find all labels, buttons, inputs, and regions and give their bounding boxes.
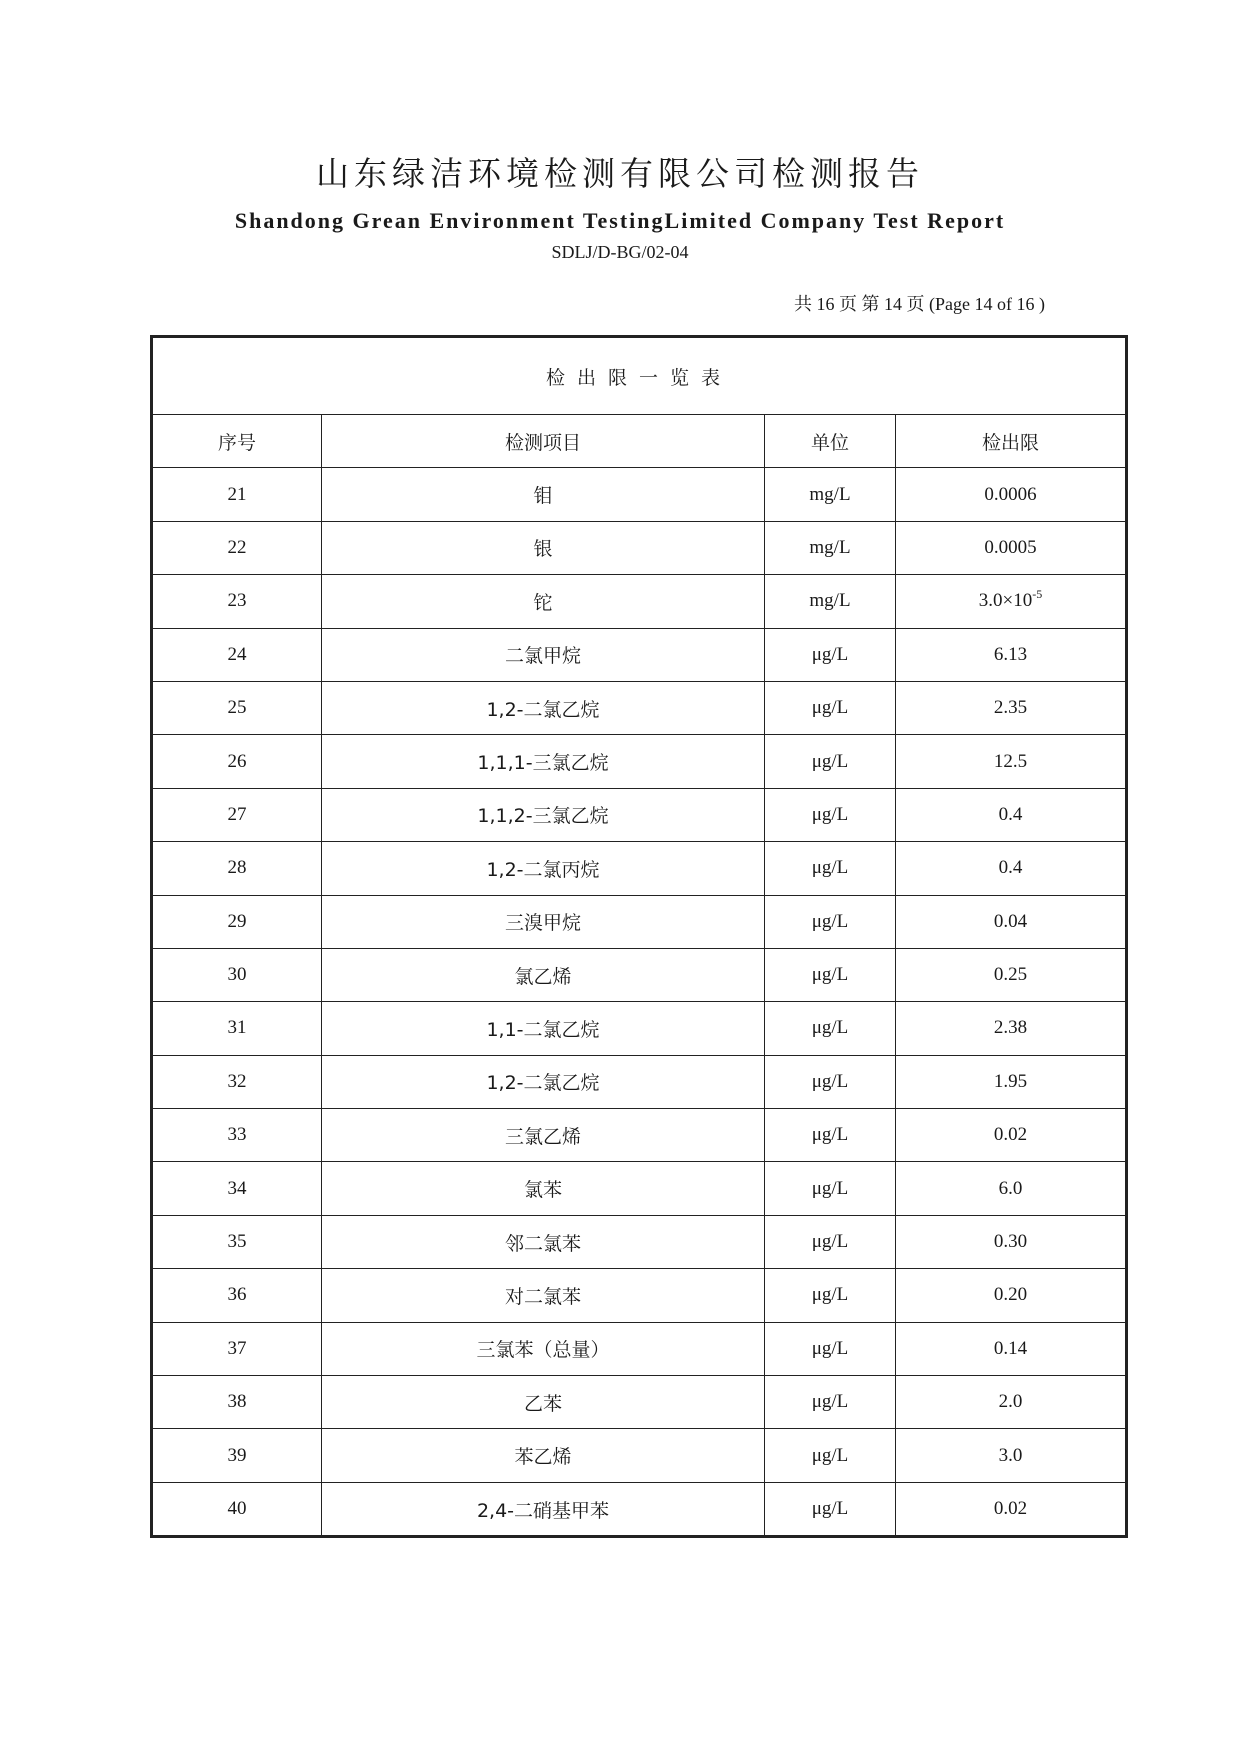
row-item: 二氯甲烷 <box>322 628 765 681</box>
row-limit: 6.13 <box>896 628 1127 681</box>
table-row <box>152 1109 1127 1162</box>
row-number: 24 <box>152 628 322 681</box>
row-limit: 0.0005 <box>896 521 1127 574</box>
row-number: 39 <box>152 1429 322 1482</box>
column-header-unit: 单位 <box>765 415 896 468</box>
row-number: 27 <box>152 788 322 841</box>
row-unit: μg/L <box>765 948 896 1001</box>
row-number: 35 <box>152 1215 322 1268</box>
row-unit: μg/L <box>765 1215 896 1268</box>
row-item: 三溴甲烷 <box>322 895 765 948</box>
table-row <box>152 1429 1127 1482</box>
row-limit: 0.04 <box>896 895 1127 948</box>
row-unit: μg/L <box>765 1269 896 1322</box>
row-unit: μg/L <box>765 842 896 895</box>
row-unit: μg/L <box>765 1162 896 1215</box>
row-unit: mg/L <box>765 521 896 574</box>
row-item: 邻二氯苯 <box>322 1215 765 1268</box>
row-unit: mg/L <box>765 468 896 521</box>
row-limit: 12.5 <box>896 735 1127 788</box>
row-unit: μg/L <box>765 681 896 734</box>
row-item: 2,4-二硝基甲苯 <box>322 1482 765 1536</box>
row-limit: 0.02 <box>896 1482 1127 1536</box>
row-item: 银 <box>322 521 765 574</box>
limit-base: 3.0×10 <box>978 590 1033 612</box>
row-item: 1,2-二氯乙烷 <box>322 681 765 734</box>
column-header-item: 检测项目 <box>322 415 765 468</box>
row-unit: μg/L <box>765 1482 896 1536</box>
row-number: 30 <box>152 948 322 1001</box>
row-number: 38 <box>152 1376 322 1429</box>
row-number: 25 <box>152 681 322 734</box>
table-row <box>152 842 1127 895</box>
row-item: 1,1-二氯乙烷 <box>322 1002 765 1055</box>
row-item: 铊 <box>322 575 765 628</box>
detection-limit-table <box>150 335 1128 1538</box>
table-row <box>152 681 1127 734</box>
row-item: 三氯乙烯 <box>322 1109 765 1162</box>
report-title-en: Shandong Grean Environment TestingLimited Company Test Report <box>234 208 1006 233</box>
row-number: 37 <box>152 1322 322 1375</box>
row-limit <box>896 575 1127 628</box>
table-row <box>152 948 1127 1001</box>
row-item: 氯乙烯 <box>322 948 765 1001</box>
table-row <box>152 1002 1127 1055</box>
row-unit: μg/L <box>765 1055 896 1108</box>
row-item: 1,2-二氯丙烷 <box>322 842 765 895</box>
table-row <box>152 1215 1127 1268</box>
table-row <box>152 1482 1127 1536</box>
row-item: 对二氯苯 <box>322 1269 765 1322</box>
row-item: 1,1,2-三氯乙烷 <box>322 788 765 841</box>
row-limit: 2.35 <box>896 681 1127 734</box>
row-unit: μg/L <box>765 788 896 841</box>
table-row <box>152 1322 1127 1375</box>
row-item: 氯苯 <box>322 1162 765 1215</box>
row-unit: μg/L <box>765 1429 896 1482</box>
row-limit: 0.14 <box>896 1322 1127 1375</box>
table-row <box>152 1269 1127 1322</box>
row-limit: 0.0006 <box>896 468 1127 521</box>
row-number: 36 <box>152 1269 322 1322</box>
row-unit: μg/L <box>765 1376 896 1429</box>
page-number: 共 16 页 第 14 页 (Page 14 of 16 ) <box>794 294 1045 314</box>
row-unit: mg/L <box>765 575 896 628</box>
row-limit: 1.95 <box>896 1055 1127 1108</box>
table-row <box>152 628 1127 681</box>
table-row <box>152 521 1127 574</box>
row-number: 29 <box>152 895 322 948</box>
row-number: 22 <box>152 521 322 574</box>
table-row <box>152 1055 1127 1108</box>
table-row <box>152 1376 1127 1429</box>
row-limit: 0.20 <box>896 1269 1127 1322</box>
row-item: 1,1,1-三氯乙烷 <box>322 735 765 788</box>
row-number: 40 <box>152 1482 322 1536</box>
table-caption: 检出限一览表 <box>152 337 1127 415</box>
limit-exponent: -5 <box>1032 587 1043 602</box>
row-unit: μg/L <box>765 735 896 788</box>
row-number: 31 <box>152 1002 322 1055</box>
row-limit: 0.4 <box>896 842 1127 895</box>
document-code: SDLJ/D-BG/02-04 <box>551 242 689 262</box>
row-limit: 0.30 <box>896 1215 1127 1268</box>
row-limit: 0.02 <box>896 1109 1127 1162</box>
row-unit: μg/L <box>765 628 896 681</box>
column-header-no: 序号 <box>152 415 322 468</box>
row-limit: 0.4 <box>896 788 1127 841</box>
table-row <box>152 895 1127 948</box>
row-unit: μg/L <box>765 1109 896 1162</box>
row-number: 21 <box>152 468 322 521</box>
table-row <box>152 735 1127 788</box>
row-item: 苯乙烯 <box>322 1429 765 1482</box>
column-header-limit: 检出限 <box>896 415 1127 468</box>
row-number: 23 <box>152 575 322 628</box>
row-number: 34 <box>152 1162 322 1215</box>
row-limit: 3.0 <box>896 1429 1127 1482</box>
report-title-cn: 山东绿洁环境检测有限公司检测报告 <box>316 154 924 193</box>
row-number: 28 <box>152 842 322 895</box>
row-item: 三氯苯（总量） <box>322 1322 765 1375</box>
row-item: 钼 <box>322 468 765 521</box>
row-item: 乙苯 <box>322 1376 765 1429</box>
row-limit: 2.38 <box>896 1002 1127 1055</box>
row-number: 26 <box>152 735 322 788</box>
row-number: 32 <box>152 1055 322 1108</box>
row-number: 33 <box>152 1109 322 1162</box>
row-limit: 0.25 <box>896 948 1127 1001</box>
row-unit: μg/L <box>765 1322 896 1375</box>
row-unit: μg/L <box>765 895 896 948</box>
row-unit: μg/L <box>765 1002 896 1055</box>
table-row <box>152 468 1127 521</box>
table-row <box>152 1162 1127 1215</box>
row-limit: 6.0 <box>896 1162 1127 1215</box>
row-limit: 2.0 <box>896 1376 1127 1429</box>
table-row <box>152 575 1127 628</box>
table-row <box>152 788 1127 841</box>
row-item: 1,2-二氯乙烷 <box>322 1055 765 1108</box>
